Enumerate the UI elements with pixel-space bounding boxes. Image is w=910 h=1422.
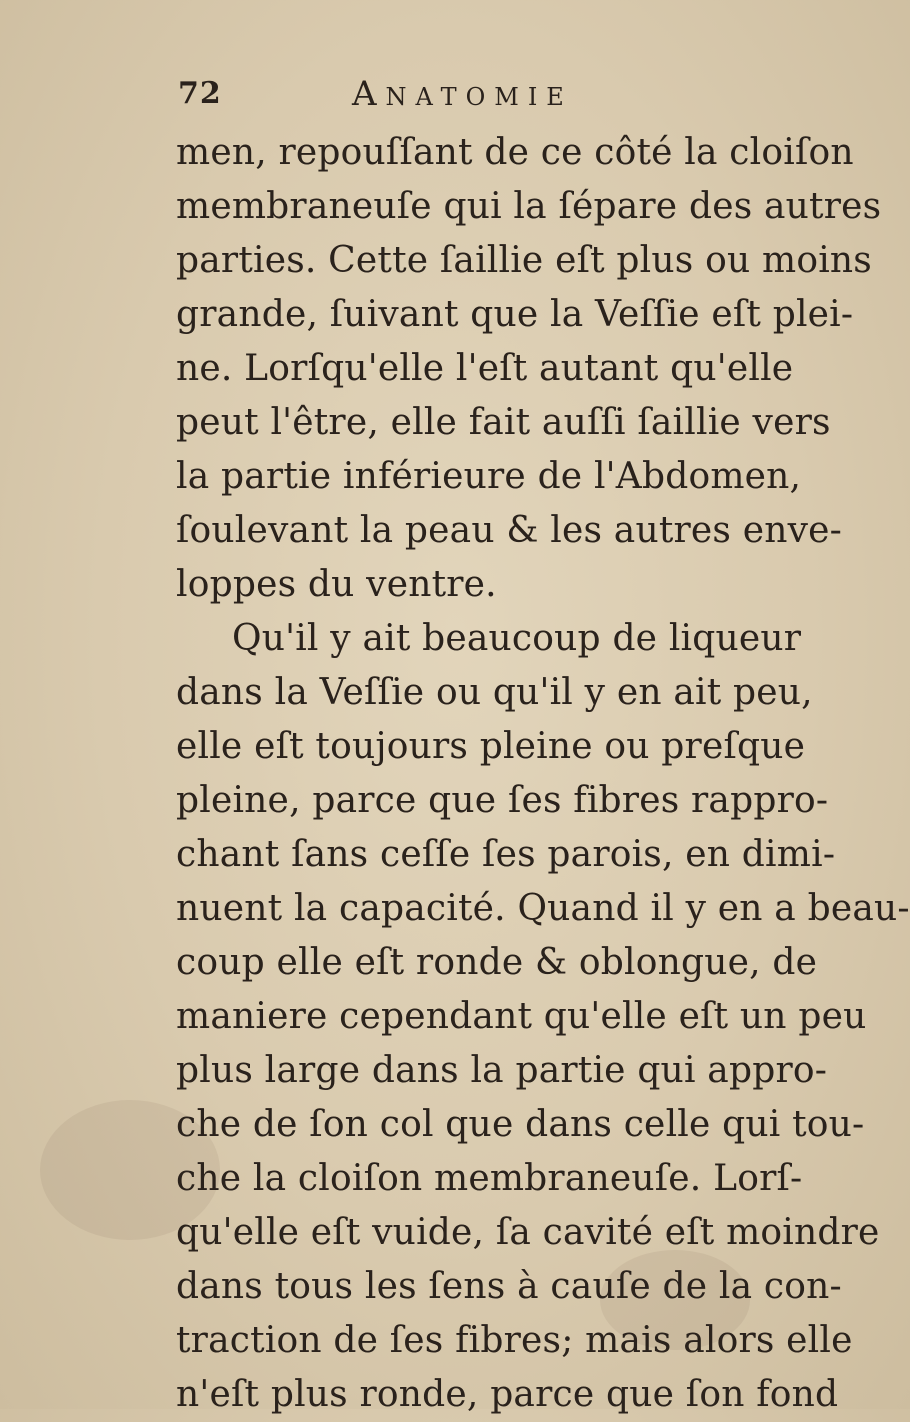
text-line: pleine, parce que ſes fibres rappro- xyxy=(176,780,829,821)
page-number: 72 xyxy=(178,76,222,111)
text-line: traction de ſes fibres; mais alors elle xyxy=(176,1320,853,1361)
text-line: elle eſt toujours pleine ou preſque xyxy=(176,726,806,767)
running-head: Anatomie xyxy=(352,74,573,114)
body-text xyxy=(176,126,910,1422)
text-line: grande, ſuivant que la Veſſie eſt plei- xyxy=(176,294,854,335)
text-line: che de ſon col que dans celle qui tou- xyxy=(176,1104,865,1145)
text-line: ſoulevant la peau & les autres enve- xyxy=(176,510,843,551)
text-line: plus large dans la partie qui appro- xyxy=(176,1050,828,1091)
text-line-paragraph-start: Qu'il y ait beaucoup de liqueur xyxy=(232,618,802,659)
text-line: peut l'être, elle fait auſſi ſaillie vers xyxy=(176,402,831,443)
text-line: n'eſt plus ronde, parce que ſon fond xyxy=(176,1374,839,1415)
text-line: ne. Lorſqu'elle l'eſt autant qu'elle xyxy=(176,348,794,389)
text-line: nuent la capacité. Quand il y en a beau- xyxy=(176,888,910,929)
text-line: coup elle eſt ronde & oblongue, de xyxy=(176,942,818,983)
text-line: che la cloiſon membraneuſe. Lorſ- xyxy=(176,1158,803,1199)
page-header xyxy=(0,74,800,124)
text-line: maniere cependant qu'elle eſt un peu xyxy=(176,996,867,1037)
text-line: dans tous les ſens à cauſe de la con- xyxy=(176,1266,842,1307)
text-line: dans la Veſſie ou qu'il y en ait peu, xyxy=(176,672,813,713)
text-line: parties. Cette ſaillie eſt plus ou moins xyxy=(176,240,872,281)
text-line: qu'elle eſt vuide, ſa cavité eſt moindre xyxy=(176,1212,880,1253)
text-line: membraneuſe qui la ſépare des autres xyxy=(176,186,882,227)
text-line: chant ſans ceſſe ſes parois, en dimi- xyxy=(176,834,836,875)
text-line: loppes du ventre. xyxy=(176,564,497,605)
text-line: la partie inférieure de l'Abdomen, xyxy=(176,456,802,497)
text-line: men, repouſſant de ce côté la cloiſon xyxy=(176,132,854,173)
